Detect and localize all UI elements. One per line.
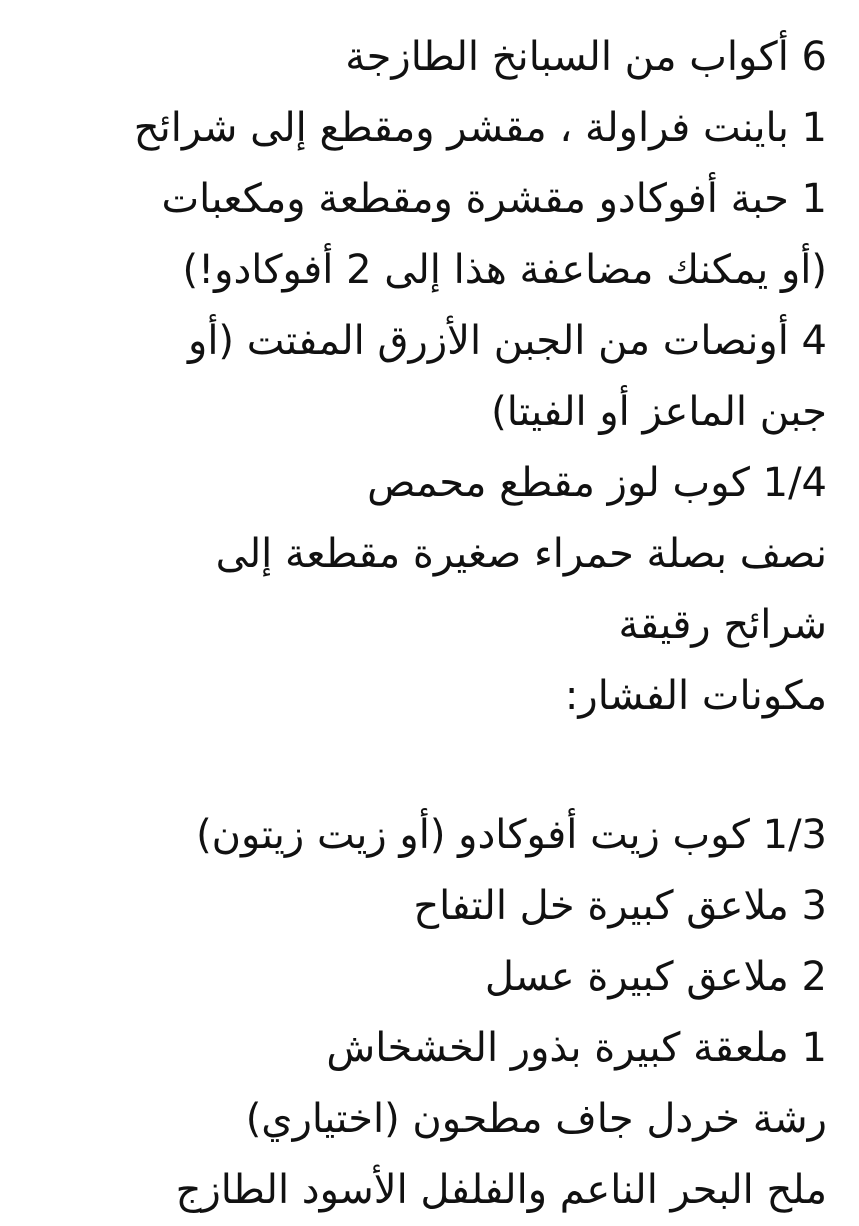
dressing-line: 1 ملعقة كبيرة بذور الخشخاش [326, 1025, 827, 1071]
blank-line [24, 732, 827, 800]
ingredient-line: 1 حبة أفوكادو مقشرة ومقطعة ومكعبات [161, 176, 827, 222]
ingredient-line: جبن الماعز أو الفيتا) [491, 389, 827, 435]
dressing-line: 3 ملاعق كبيرة خل التفاح [413, 883, 827, 929]
ingredient-line: نصف بصلة حمراء صغيرة مقطعة إلى [215, 531, 827, 577]
dressing-line: رشة خردل جاف مطحون (اختياري) [245, 1096, 827, 1142]
ingredient-line: 1 باينت فراولة ، مقشر ومقطع إلى شرائح [133, 105, 827, 151]
ingredient-line: 1/4 كوب لوز مقطع محمص [367, 460, 827, 506]
dressing-line: 1/3 كوب زيت أفوكادو (أو زيت زيتون) [196, 812, 827, 858]
ingredient-line: 6 أكواب من السبانخ الطازجة [345, 34, 827, 80]
ingredient-line: (أو يمكنك مضاعفة هذا إلى 2 أفوكادو!) [182, 247, 827, 293]
dressing-line: 2 ملاعق كبيرة عسل [484, 954, 827, 1000]
ingredient-line: 4 أونصات من الجبن الأزرق المفتت (أو [188, 318, 827, 364]
ingredient-line: شرائح رقيقة [618, 602, 827, 648]
dressing-heading: مكونات الفشار: [564, 673, 827, 719]
dressing-line: ملح البحر الناعم والفلفل الأسود الطازج [175, 1167, 827, 1213]
